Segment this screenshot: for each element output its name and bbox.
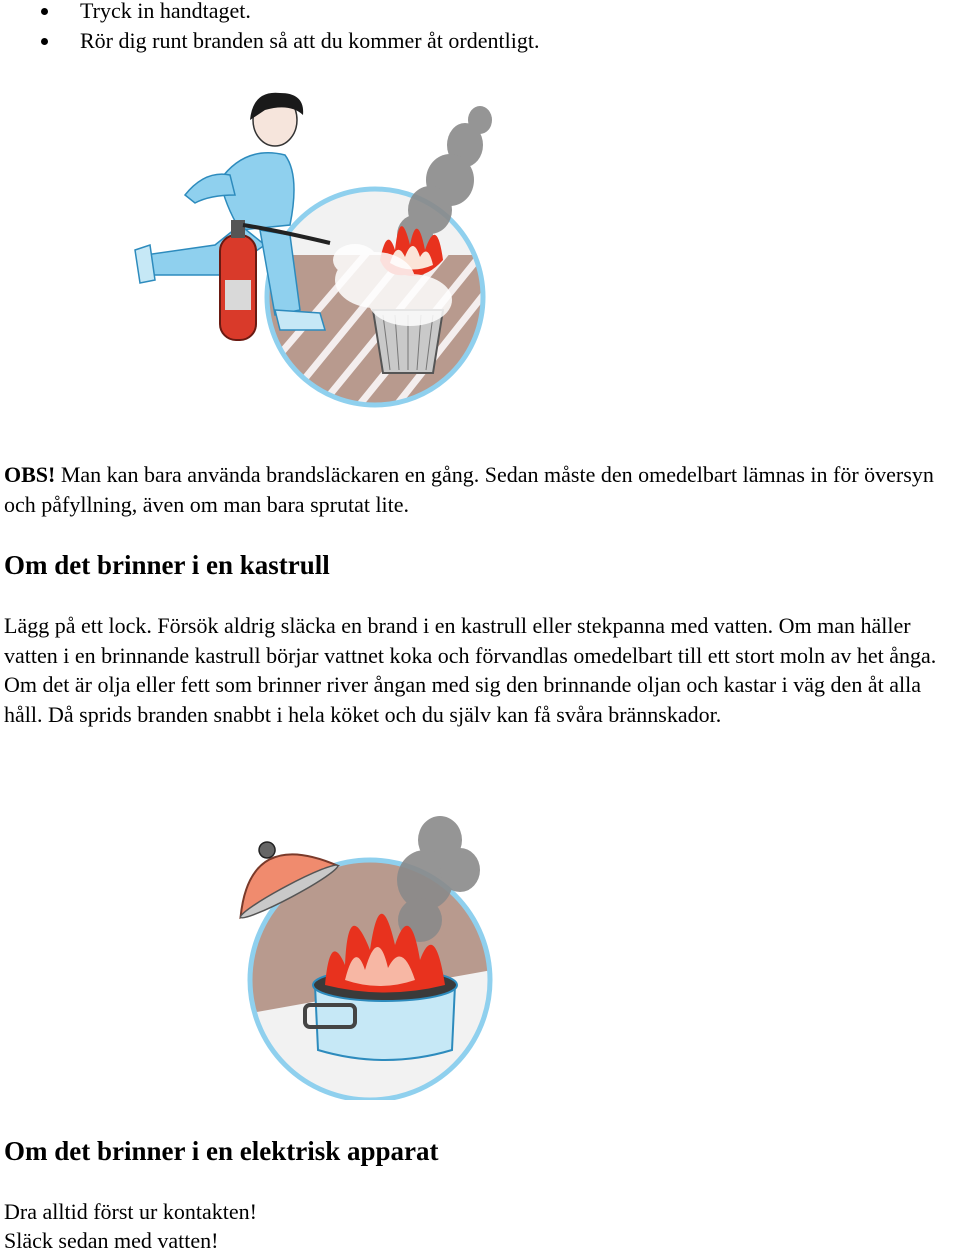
heading-electric-fire: Om det brinner i en elektrisk apparat	[4, 1136, 439, 1166]
obs-paragraph	[4, 460, 960, 519]
electric-line-2: Släck sedan med vatten!	[4, 1228, 219, 1253]
heading-pot-fire: Om det brinner i en kastrull	[4, 550, 330, 580]
instruction-list	[0, 0, 539, 55]
list-item: Tryck in handtaget.	[0, 0, 539, 26]
obs-label: OBS!	[4, 462, 56, 487]
obs-text: Man kan bara använda brandsläckaren en gång. Sedan måste den omedelbart lämnas in för översyn och påfyllning, även om man bara sprutat lite.	[4, 462, 934, 517]
list-item: Rör dig runt branden så att du kommer åt ordentligt.	[0, 26, 539, 56]
burning-pot-illustration	[220, 800, 520, 1100]
extinguisher-illustration	[125, 85, 525, 410]
pot-fire-paragraph: Lägg på ett lock. Försök aldrig släcka en brand i en kastrull eller stekpanna med vatten. Om man häller vatten i en brinnande kastrull börjar vattnet koka och förvandlas omedelbart till ett stort moln av het ånga. Om det är olja eller fett som brinner river ångan med sig den brinnande oljan och kastar i väg den åt alla håll. Då sprids branden snabbt i hela köket och du själv kan få svåra brännskador.	[4, 613, 937, 727]
electric-line-1: Dra alltid först ur kontakten!	[4, 1199, 257, 1224]
